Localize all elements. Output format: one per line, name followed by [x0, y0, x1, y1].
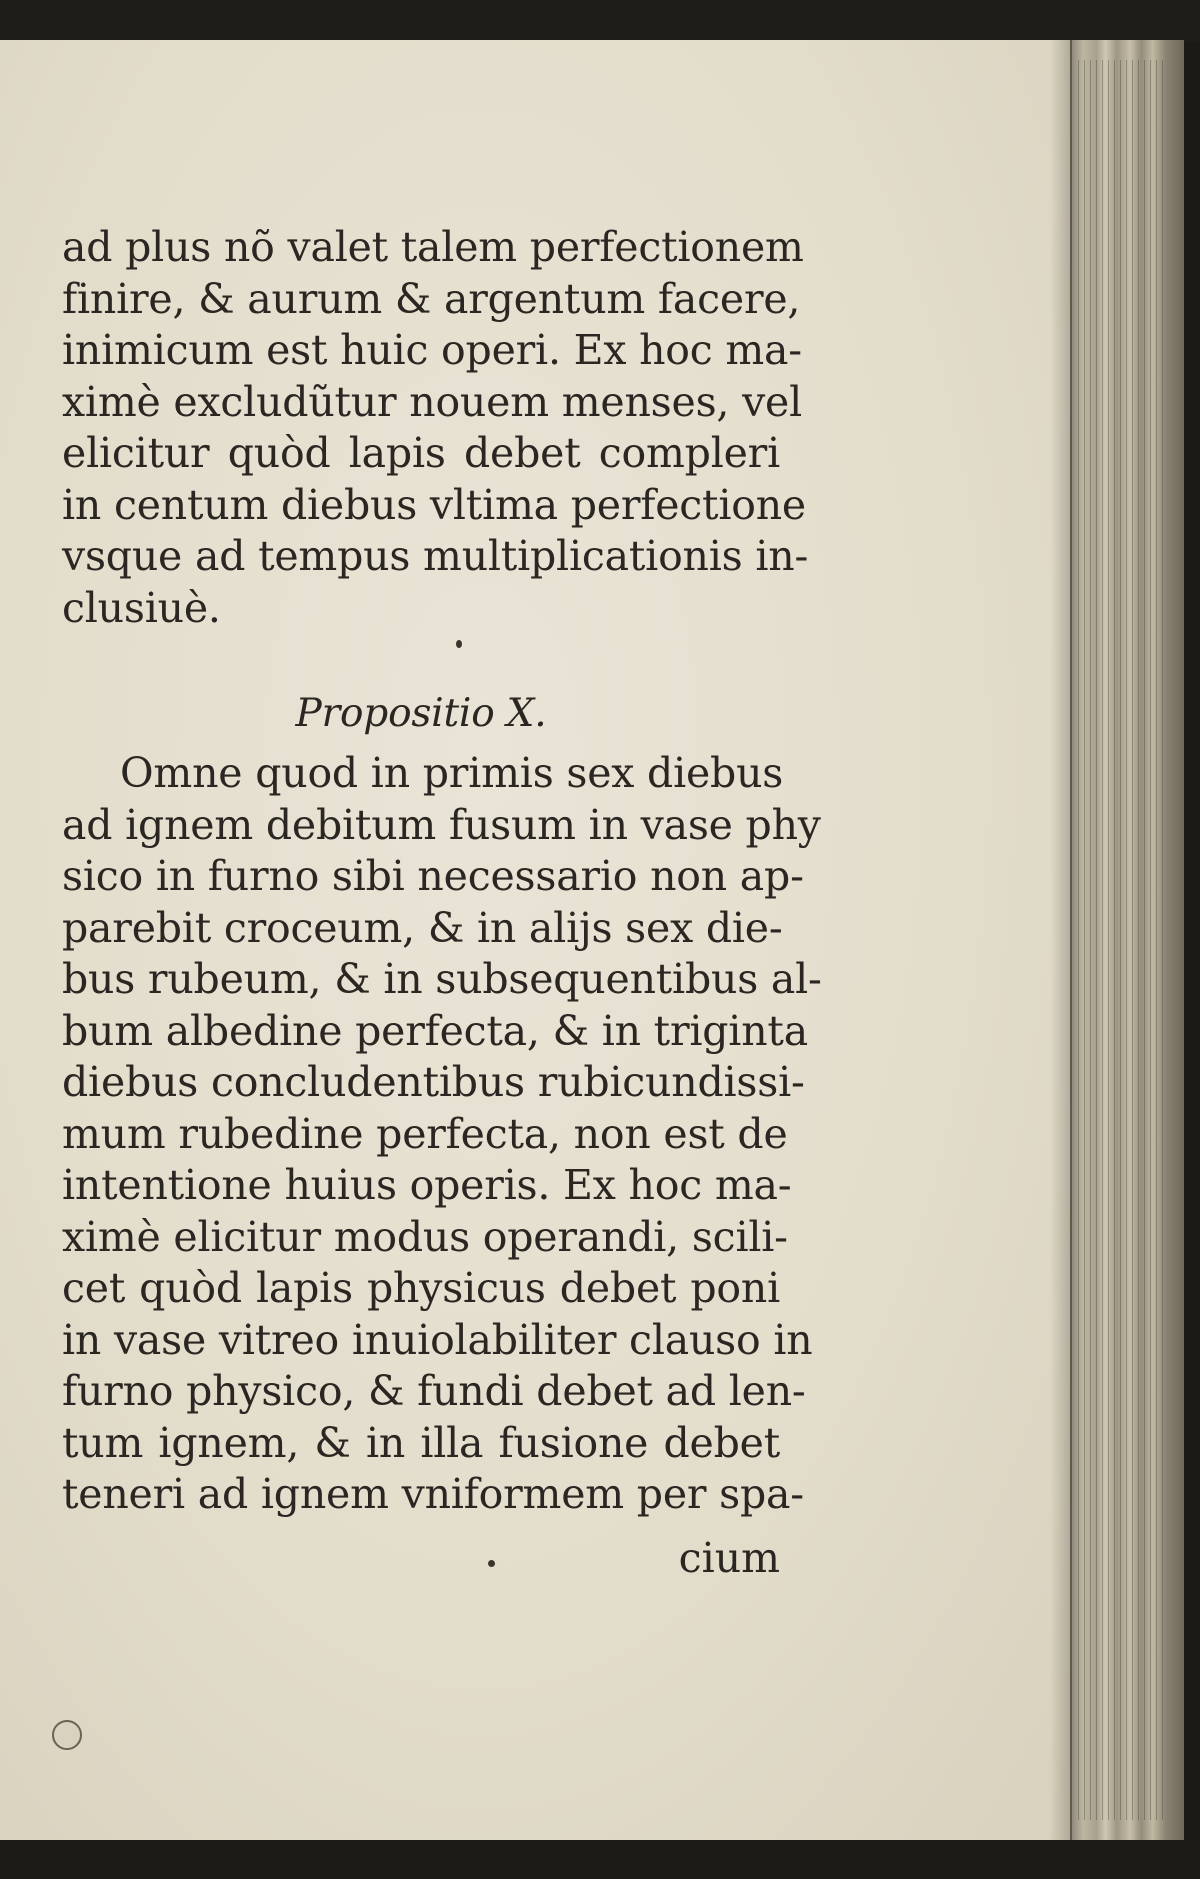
text-line: inimicum est huic operi. Ex hoc ma- [62, 326, 802, 374]
text-line: ad plus nõ valet talem perfectionem [62, 223, 804, 271]
text-line: diebus concludentibus rubicundissi- [62, 1058, 805, 1106]
text-line: bum albedine perfecta, & in triginta [62, 1006, 808, 1055]
text-line: clusiuè. [62, 583, 221, 632]
text-line: furno physico, & fundi debet ad len- [62, 1367, 806, 1415]
text-line: cet quòd lapis physicus debet poni [62, 1264, 780, 1312]
ink-speck [456, 640, 462, 648]
paper-blemish [52, 1720, 82, 1750]
text-line: parebit croceum, & in alijs sex die- [62, 903, 783, 952]
page-text-second [62, 748, 822, 1521]
scan-background-bottom [0, 1840, 1200, 1879]
text-line: in vase vitreo inuiolabiliter clauso in [62, 1315, 813, 1364]
text-line: teneri ad ignem vniformem per spa- [62, 1470, 804, 1518]
text-line: Omne quod in primis sex diebus [120, 749, 784, 797]
text-line: ximè excludũtur nouem menses, vel [62, 377, 803, 426]
text-line: mum rubedine perfecta, non est de [62, 1109, 788, 1158]
text-line: ximè elicitur modus operandi, scili- [62, 1212, 788, 1261]
page-text [62, 222, 809, 634]
section-heading: Propositio X. [295, 691, 547, 736]
text-line: intentione huius operis. Ex hoc ma- [62, 1161, 792, 1209]
scan-background-top [0, 0, 1200, 42]
text-line: sico in furno sibi necessario non ap- [62, 852, 804, 900]
text-line: elicitur quòd lapis debet compleri [62, 429, 780, 477]
text-line: finire, & aurum & argentum facere, [62, 274, 801, 323]
text-line: vsque ad tempus multiplicationis in- [62, 532, 809, 580]
text-line: bus rubeum, & in subsequentibus al- [62, 955, 822, 1003]
page-stack-lines [1078, 60, 1168, 1820]
text-line: tum ignem, & in illa fusione debet [62, 1418, 780, 1467]
ink-speck [488, 1560, 495, 1567]
text-line: in centum diebus vltima perfectione [62, 480, 806, 529]
paper-page [0, 40, 1073, 1840]
text-line: ad ignem debitum fusum in vase phy [62, 800, 821, 849]
catchword: cium [678, 1534, 780, 1582]
